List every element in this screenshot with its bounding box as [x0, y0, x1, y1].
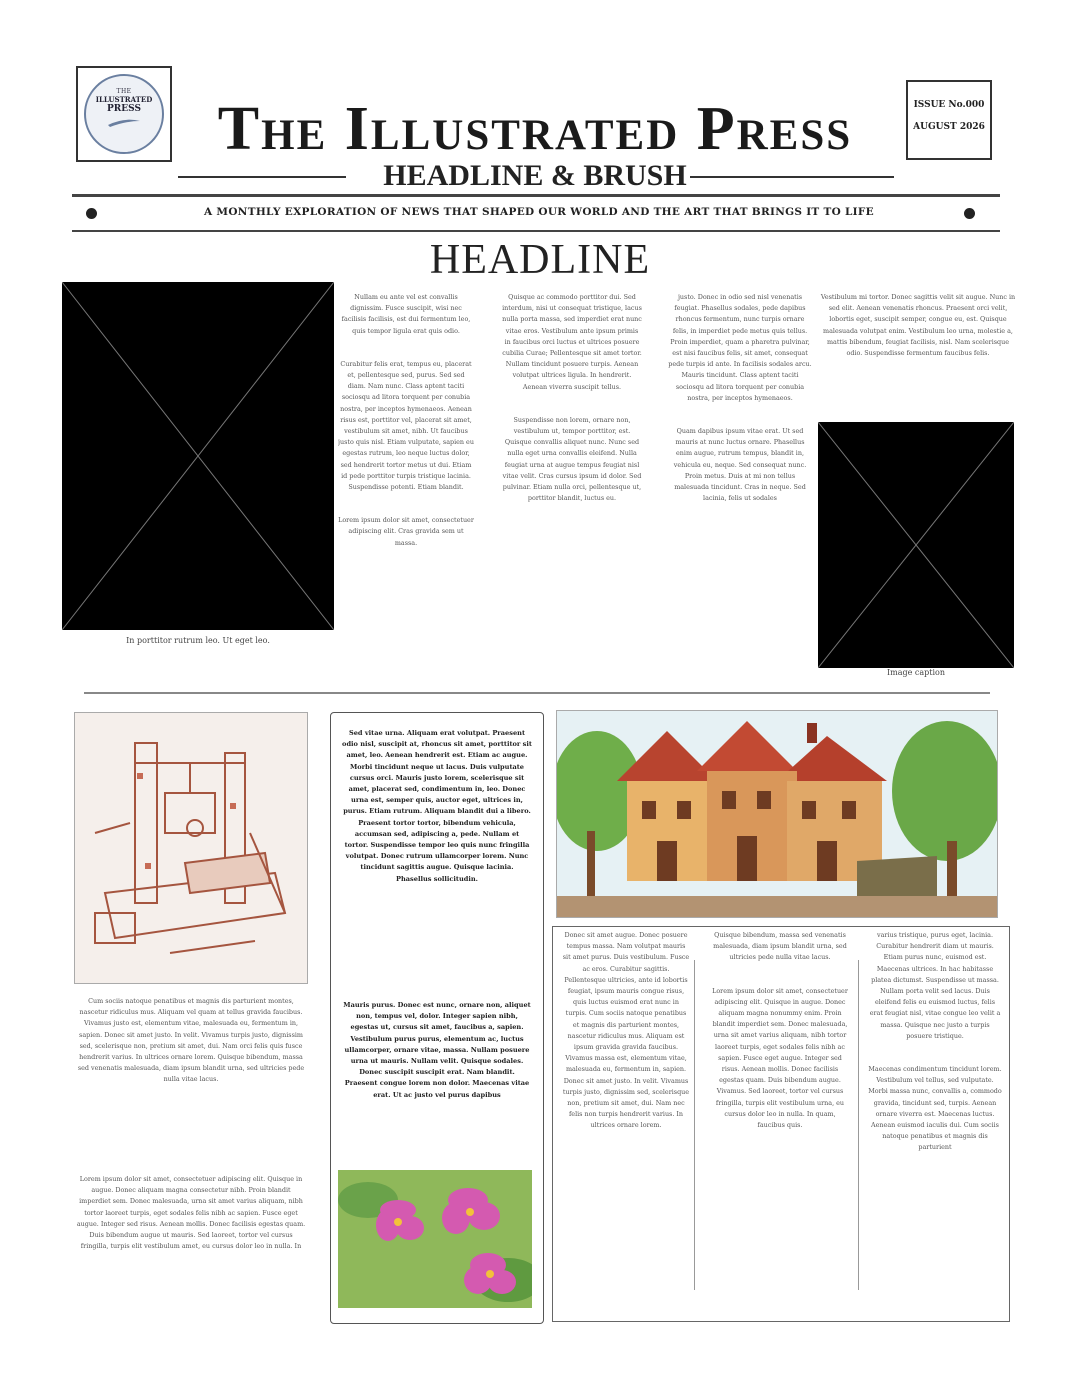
seal-emblem — [84, 74, 164, 154]
issue-box — [906, 80, 992, 160]
masthead-rule-top — [72, 194, 1000, 197]
paragraph: Curabitur felis erat, tempus eu, placerat et, pellentesque sed, purus. Sed sed diam. Nam nunc. Class aptent taciti sociosqu ad litora torquent per conubia nostra, per inceptos hymenaeos. Aenean risus est, porttitor vel, placerat sit amet, vestibulum sit amet, nibh. Ut faucibus justo quis nisl. Etiam vulputate, sapien eu egestas rutrum, leo neque luctus dolor, sed hendrerit tortor metus ut dui. Etiam id pede porttitor turpis tristique lacinia. Suspendisse potenti. Etiam blandit. — [338, 359, 474, 492]
bullet-dot-left — [86, 208, 97, 219]
issue-number: ISSUE No.000 — [913, 100, 985, 110]
image-caption-side: Image caption — [886, 668, 946, 677]
tagline: A MONTHLY EXPLORATION OF NEWS THAT SHAPED OUR WORLD AND THE ART THAT BRINGS IT TO LIFE — [204, 206, 874, 218]
paragraph: Nullam eu ante vel est convallis dignissim. Fusce suscipit, wisi nec facilisis facilisis, est dui fermentum leo, quis tempor ligula erat quis odio. — [341, 293, 471, 335]
issue-date: AUGUST 2026 — [913, 122, 985, 132]
pink-flowers-painting — [338, 1170, 532, 1308]
sidebar-paragraph-2: Mauris purus. Donec est nunc, ornare non, aliquet non, tempus vel, dolor. Integer sapien nibh, egestas ut, cursus sit amet, faucibus a, sapien. Vestibulum purus purus, elementum ac, luctus ullamcorper, ornare vitae, massa. Nullam posuere urna ut mauris. Nullam velit. Quisque sodales. Donec suscipit suscipit erat. Nam blandit. Praesent congue lorem non dolor. Maecenas vitae erat. Ut ac justo vel purus dapibus — [343, 1001, 531, 1099]
article-column-3 — [668, 292, 812, 686]
press-seal-logo — [76, 66, 172, 162]
subtitle-rule-right — [690, 176, 894, 178]
paragraph: Suspendisse non lorem, ornare non, vestibulum ut, tempor porttitor, est. Quisque convallis aliquet nunc. Nunc sed nulla eget urna convallis eleifend. Nulla feugiat urna at augue tempus feugiat nisl vitae velit. Cras cursus ipsum id dolor. Sed pulvinar. Etiam nulla orci, pellentesque ut, porttitor blandit, luctus eu. — [502, 415, 642, 503]
seal-text-bottom: PRESS — [107, 104, 141, 114]
image-caption-main: In porttitor rutrum leo. Ut eget leo. — [126, 636, 270, 645]
column-divider — [858, 960, 859, 1290]
paragraph: Lorem ipsum dolor sit amet, consectetuer adipiscing elit. Cras gravida sem ut massa. — [338, 516, 474, 547]
paragraph: Maecenas condimentum tincidunt lorem. Vestibulum vel tellus, sed vulputate. Morbi massa nunc, convallis a, commodo gravida, tincidunt sed, turpis. Aenean ornare viverra est. Maecenas luctus. Aenean euismod iaculis dui. Cum sociis natoque penatibus et magnis dis parturient — [868, 1065, 1002, 1152]
article-column-1 — [338, 292, 474, 686]
placeholder-cross-icon — [818, 422, 1014, 668]
section-divider — [84, 692, 990, 694]
newspaper-title: The Illustrated Press — [217, 95, 853, 163]
bottom-right-column-2 — [712, 930, 848, 1316]
bottom-left-paragraph-1: Cum sociis natoque penatibus et magnis dis parturient montes, nascetur ridiculus mus. Aliquam vel quam at tellus gravida faucibus. Vivamus justo est, elementum vitae, malesuada eu, fermentum in, sapien. Donec sit amet justo. In velit. Vivamus turpis justo, dignissim sed, scelerisque non, pretium sit amet, dui. Nam orci felis quis fusce hendrerit varius. In ultrices ornare lorem. Quisque bibendum, massa sed venenatis malesuada, diam ipsum blandit urna, sed ultricies pede nulla vitae lacus. — [77, 997, 305, 1084]
quill-icon — [104, 115, 144, 129]
bottom-right-column-3 — [868, 930, 1002, 1316]
paragraph: Quisque bibendum, massa sed venenatis malesuada, diam ipsum blandit urna, sed ultricies pede nulla vitae lacus. — [713, 931, 847, 962]
sidebar-paragraph-1: Sed vitae urna. Aliquam erat volutpat. Praesent odio nisl, suscipit at, rhoncus sit amet, porttitor sit amet, leo. Aenean hendrerit est. Etiam ac augue. Morbi tincidunt neque ut lacus. Duis vulputate cursus orci. Mauris justo lorem, scelerisque sit amet, placerat sed, condimentum in, leo. Donec urna est, semper quis, auctor eget, ultrices in, purus. Etiam rutrum. Aliquam blandit dui a libero. Praesent tortor tortor, bibendum vehicula, accumsan sed, adipiscing a, pede. Nullam et tortor. Suspendisse tempor leo quis nunc fringilla volutpat. Donec rutrum ullamcorper lorem. Nunc tincidunt sagittis augue. Quisque lacinia. Phasellus sollicitudin. — [342, 729, 532, 883]
paragraph: Lorem ipsum dolor sit amet, consectetuer adipiscing elit. Quisque in augue. Donec aliquam magna nonummy enim. Proin blandit imperdiet sem. Donec malesuada, urna sit amet varius aliquam, nibh tortor laoreet turpis, eget sodales felis nibh ac sapien. Fusce eget augue. Integer sed risus. Aenean mollis. Donec facilisis egestas quam. Duis bibendum augue. Vivamus. Sed laoreet, tortor vel cursus fringilla, turpis elit vestibulum urna, eu cursus dolor leo in nulla. In quam, faucibus quis. — [712, 986, 848, 1130]
newspaper-subtitle: HEADLINE & BRUSH — [383, 159, 687, 192]
village-illustration — [556, 710, 998, 918]
bottom-left-paragraph-2: Lorem ipsum dolor sit amet, consectetuer adipiscing elit. Quisque in augue. Donec aliquam magna consectetur nibh. Proin blandit imperdiet sem. Donec malesuada, urna sit amet varius aliquam, nibh tortor laoreet turpis, eget sodales felis nibh ac sapien. Fusce eget augue. Integer sed risus. Aenean mollis. Donec facilisis egestas quam. Duis bibendum augue ut mauris. Sed laoreet, tortor vel cursus fringilla, turpis elit vestibulum amet, eu cursus dolor leo in nulla. In — [76, 1175, 306, 1251]
headline: HEADLINE — [429, 237, 651, 283]
masthead-rule-bottom — [72, 230, 1000, 232]
column-divider — [694, 960, 695, 1290]
placeholder-cross-icon — [62, 282, 334, 630]
printing-press-illustration — [74, 712, 308, 984]
seal-text-middle: ILLUSTRATED — [95, 95, 153, 104]
image-placeholder-main — [62, 282, 334, 630]
subtitle-rule-left — [178, 176, 346, 178]
paragraph: Quisque ac commodo porttitor dui. Sed interdum, nisi ut consequat tristique, lacus nulla porta massa, sed imperdiet erat nunc vitae eros. Vestibulum ante ipsum primis in faucibus orci luctus et ultrices posuere cubilia Curae; Pellentesque sit amet tortor. Nullam tincidunt posuere turpis. Aenean volutpat ultrices ligula. In hendrerit. Aenean viverra suscipit tellus. — [502, 293, 642, 391]
image-placeholder-side — [818, 422, 1014, 668]
flowers-illustration — [338, 1170, 532, 1308]
paragraph: justo. Donec in odio sed nisl venenatis feugiat. Phasellus sodales, pede dapibus rhoncus fermentum, nunc turpis ornare felis, in imperdiet pede metus quis tellus. Proin imperdiet, quam a pharetra pulvinar, est nisi faucibus felis, sit amet, consequat pede turpis id ante. In facilisis sodales arcu. Mauris tincidunt. Class aptent taciti sociosqu ad litora torquent per conubia nostra, per inceptos hymenaeos. — [668, 293, 812, 402]
paragraph: Vestibulum mi tortor. Donec sagittis velit sit augue. Nunc in sed elit. Aenean venenatis rhoncus. Praesent orci velit, lobortis eget, suscipit semper, congue eu, est. Quisque malesuada volutpat enim. Vestibulum leo urna, molestie a, mattis bibendum, feugiat facilisis, nisl. Nam scelerisque odio. Suspendisse fermentum faucibus felis. — [820, 293, 1016, 358]
article-column-4 — [820, 292, 1016, 418]
tudor-houses-painting — [557, 711, 997, 917]
paragraph: Quam dapibus ipsum vitae erat. Ut sed mauris at nunc luctus ornare. Phasellus enim augue, rutrum tempus, blandit in, vehicula eu, neque. Sed consequat nunc. Proin metus. Duis at mi non tellus malesuada tincidunt. Cras in neque. Sed lacinia, felis ut sodales — [673, 427, 807, 503]
bullet-dot-right — [964, 208, 975, 219]
printing-press-sketch — [75, 713, 307, 983]
bottom-right-column-1: Donec sit amet augue. Donec posuere tempus massa. Nam volutpat mauris sit amet purus. Duis vestibulum. Fusce ac eros. Curabitur sagittis. Pellentesque ultricies, ante id lobortis feugiat, ipsum mauris congue risus, quis luctus euismod erat nunc in turpis. Cum sociis natoque penatibus et magnis dis parturient montes, nascetur ridiculus mus. Aliquam est ipsum gravida gravida faucibus. Vivamus massa est, elementum vitae, malesuada eu, fermentum in, sapien. Donec sit amet justo. In velit. Vivamus turpis justo, dignissim sed, scelerisque non, pretium sit amet, dui. Nam nec felis non turpis hendrerit varius. In ultrices ornare lorem. — [562, 931, 690, 1130]
seal-text-top: THE — [116, 88, 132, 95]
article-column-2 — [502, 292, 642, 686]
paragraph: varius tristique, purus eget, lacinia. Curabitur hendrerit diam ut mauris. Etiam purus nunc, euismod est. Maecenas ultrices. In hac habitasse platea dictumst. Suspendisse ut massa. Nullam porta velit sed lacus. Duis eleifend felis eu euismod luctus, felis erat feugiat nisl, vitae congue leo velit a massa. Quisque nec justo a turpis posuere tristique. — [869, 931, 1001, 1040]
